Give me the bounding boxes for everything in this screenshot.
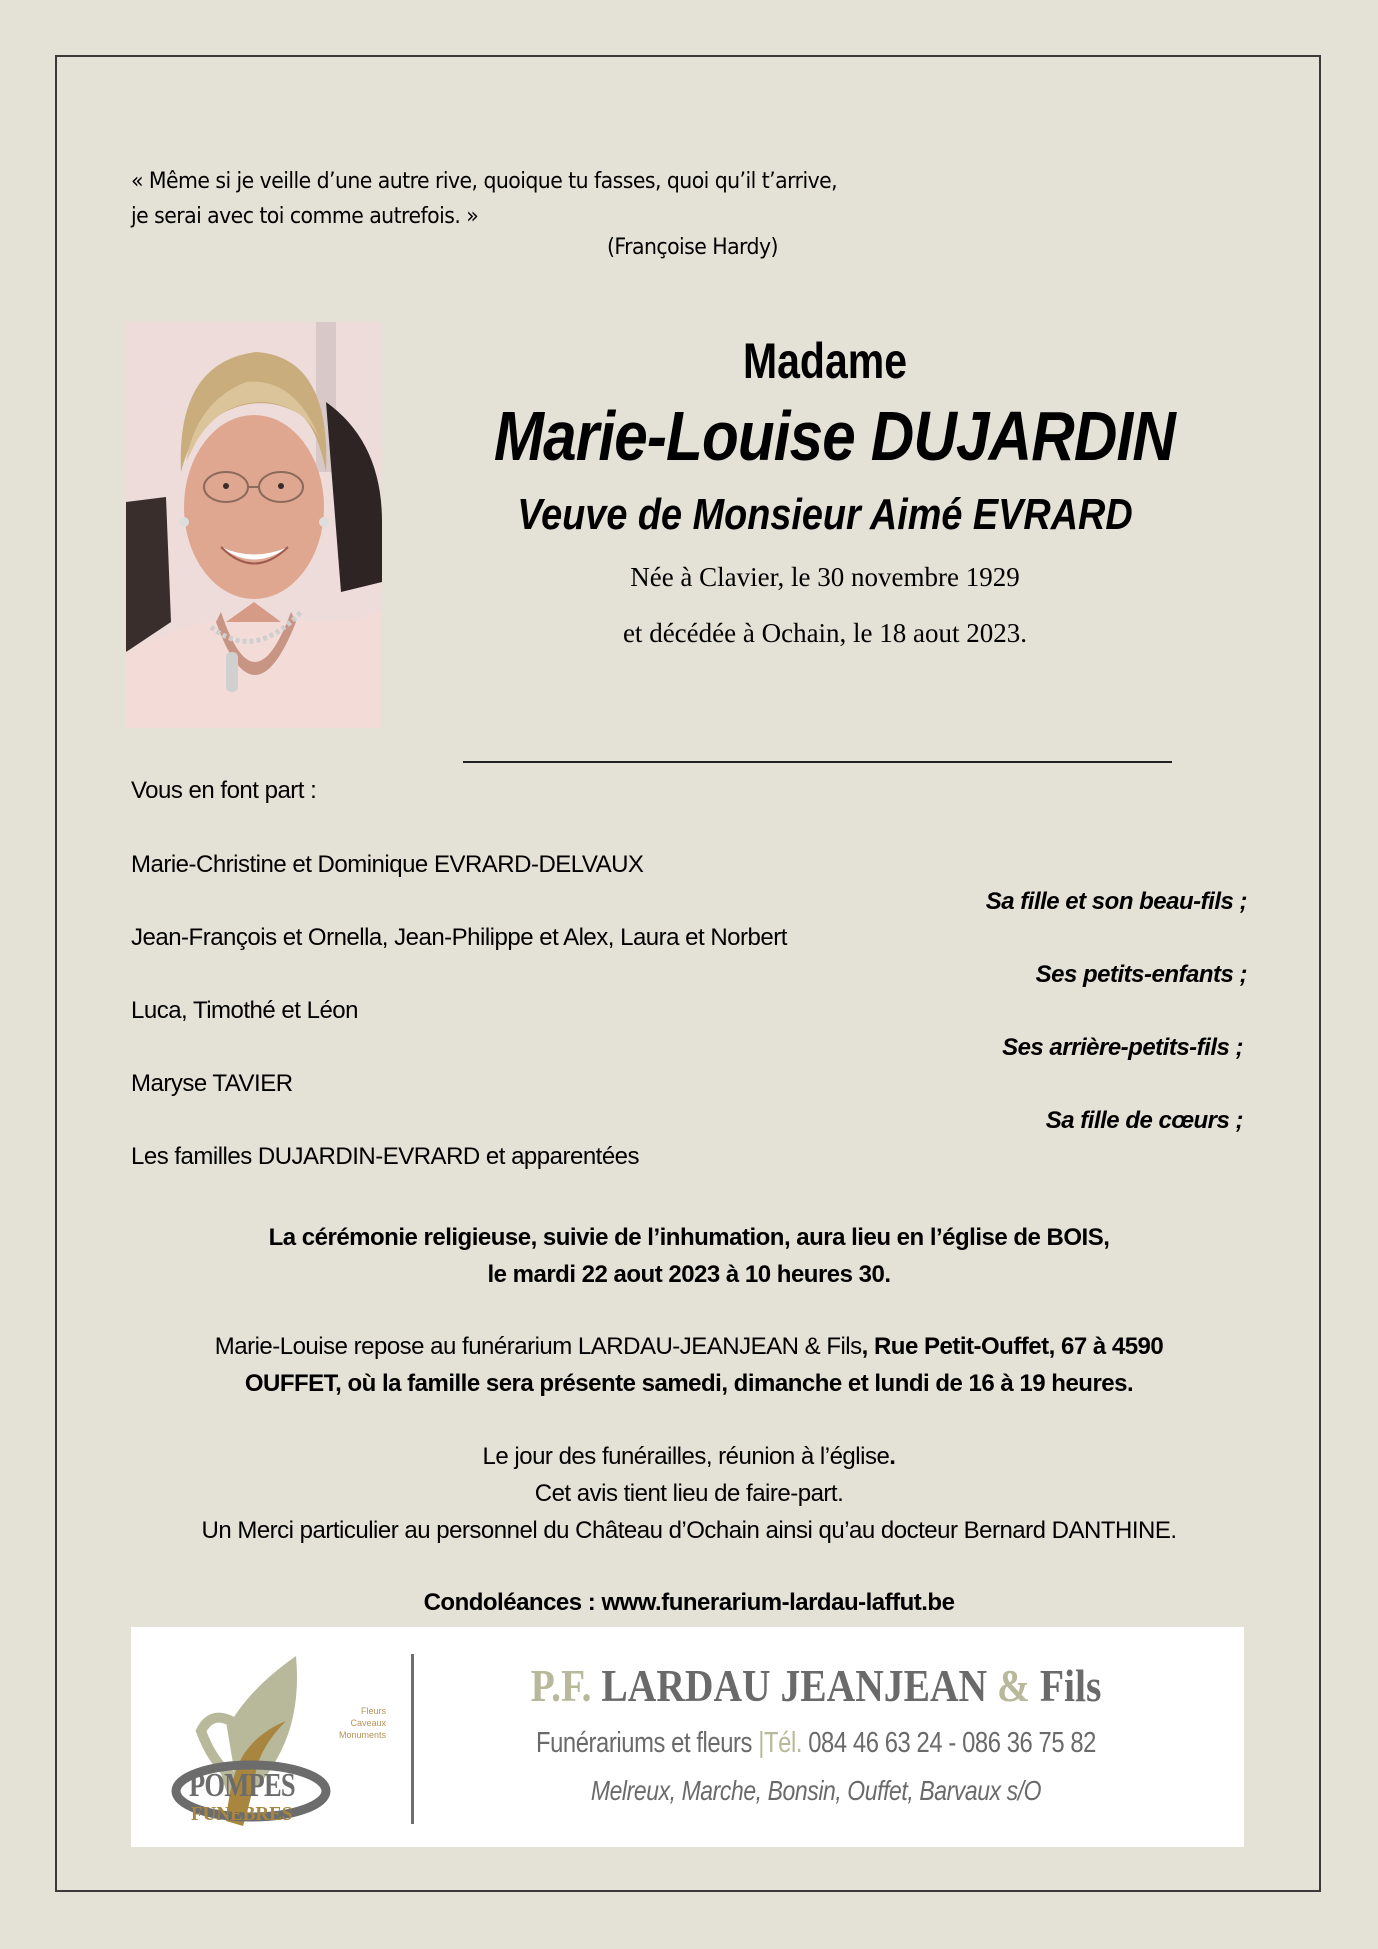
ceremony-line-1: La cérémonie religieuse, suivie de l’inhumation, aura lieu en l’église de BOIS, <box>268 1224 1110 1251</box>
tagline-monuments: Monuments <box>338 1730 386 1740</box>
notes-line-2: Cet avis tient lieu de faire-part. <box>534 1480 844 1507</box>
notes <box>131 1438 1247 1549</box>
condolences-link[interactable]: Condoléances : www.funerarium-lardau-laffut.be <box>423 1589 955 1616</box>
death-info: et décédée à Ochain, le 18 aout 2023. <box>622 618 1028 648</box>
portrait-photo <box>126 322 382 728</box>
contact-separator: | <box>758 1727 765 1759</box>
company-amp: & <box>996 1660 1030 1711</box>
visitation-text: Marie-Louise repose au funérarium LARDAU-JEANJEAN & Fils <box>214 1333 862 1360</box>
notes-line-1 <box>131 1438 1247 1475</box>
family-names: Les familles DUJARDIN-EVRARD et apparentées <box>131 1143 640 1170</box>
ceremony-info <box>131 1219 1247 1293</box>
quote-line-2: je serai avec toi comme autrefois. » <box>131 204 479 229</box>
banner-divider <box>411 1654 414 1824</box>
announcement-intro: Vous en font part : <box>131 777 317 804</box>
company-main: LARDAU JEANJEAN <box>601 1660 988 1711</box>
logo-pompes: POMPES <box>189 1767 295 1804</box>
salutation: Madame <box>742 333 908 389</box>
ceremony-line-2: le mardi 22 aout 2023 à 10 heures 30. <box>487 1261 891 1288</box>
divider-line <box>463 761 1172 763</box>
family-names: Luca, Timothé et Léon <box>131 997 358 1024</box>
tagline-caveaux: Caveaux <box>350 1718 386 1728</box>
family-names: Maryse TAVIER <box>131 1070 293 1097</box>
family-names: Marie-Christine et Dominique EVRARD-DELVAUX <box>131 851 644 878</box>
notes-period: . <box>889 1443 896 1470</box>
company-phones: 084 46 63 24 - 086 36 75 82 <box>808 1727 1097 1759</box>
visitation-info <box>131 1328 1247 1402</box>
birth-info: Née à Clavier, le 30 novembre 1929 <box>630 562 1020 592</box>
family-names: Jean-François et Ornella, Jean-Philippe et Alex, Laura et Norbert <box>131 924 787 951</box>
family-relation: Sa fille de cœurs ; <box>1045 1107 1243 1134</box>
company-suffix: Fils <box>1039 1660 1102 1711</box>
notes-text: Le jour des funérailles, réunion à l’église <box>482 1443 890 1470</box>
quote-author: (Françoise Hardy) <box>607 235 778 260</box>
funeral-home-banner <box>131 1627 1244 1847</box>
visitation-line-1 <box>131 1328 1247 1365</box>
deceased-name: Marie-Louise DUJARDIN <box>493 397 1175 475</box>
widow-of: Veuve de Monsieur Aimé EVRARD <box>517 490 1133 539</box>
portrait-illustration <box>126 322 382 728</box>
quote-line-1: « Même si je veille d’une autre rive, quoique tu fasses, quoi qu’il t’arrive, <box>131 169 838 194</box>
company-name <box>476 1659 1155 1712</box>
tagline-fleurs: Fleurs <box>360 1706 386 1716</box>
company-prefix: P.F. <box>530 1660 592 1711</box>
epitaph-quote <box>131 164 837 234</box>
family-relation: Ses arrière-petits-fils ; <box>1002 1034 1243 1061</box>
company-locations: Melreux, Marche, Bonsin, Ouffet, Barvaux s/O <box>590 1775 1042 1806</box>
visitation-line-2: OUFFET, où la famille sera présente samedi, dimanche et lundi de 16 à 19 heures. <box>244 1370 1134 1397</box>
tel-label: Tél. <box>764 1727 803 1759</box>
family-relation: Ses petits-enfants ; <box>1035 961 1247 988</box>
family-relation: Sa fille et son beau-fils ; <box>985 888 1247 915</box>
notes-line-3: Un Merci particulier au personnel du Château d’Ochain ainsi qu’au docteur Bernard DANTHINE. <box>201 1517 1177 1544</box>
visitation-address: , Rue Petit-Ouffet, 67 à 4590 <box>861 1333 1164 1360</box>
company-contact <box>492 1727 1140 1760</box>
company-services: Funérariums et fleurs <box>535 1727 753 1759</box>
logo-funebres: FUNEBRES <box>191 1803 293 1825</box>
logo-tagline <box>251 1705 386 1741</box>
